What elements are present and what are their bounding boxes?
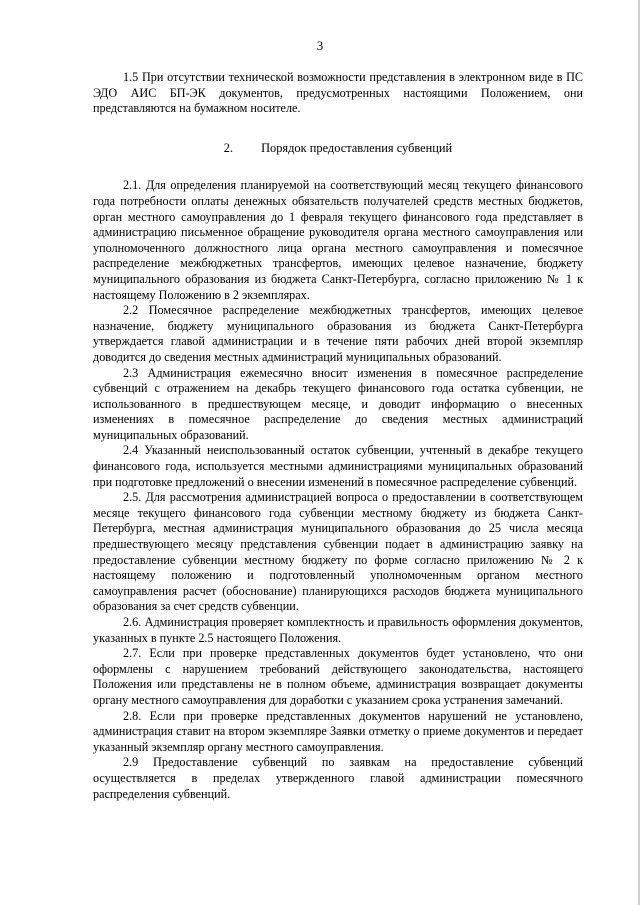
- paragraph-2-5: 2.5. Для рассмотрения администрацией вопроса о предоставлении в соответствующем месяце текущего финансового года субвенции местному бюджету из бюджета Санкт-Петербурга, местная администрация муниципального образования до 25 числа месяца предшествующего месяцу представления субвенции подает в администрацию заявку на предоставление субвенции местному бюджету по форме согласно приложению № 2 к настоящему положению и подготовленный уполномоченным органом местного самоуправления расчет (обоснование) планирующихся расходов бюджета муниципального образования за счет средств субвенции.: [93, 490, 583, 614]
- paragraph-2-1: 2.1. Для определения планируемой на соответствующий месяц текущего финансового года потребности оплаты денежных обязательств получателей средств местных бюджетов, орган местного самоуправления до 1 февраля текущего финансового года представляет в администрацию письменное обращение руководителя органа местного самоуправления или уполномоченного должностного лица органа местного самоуправления и помесячное распределение межбюджетных трансфертов, имеющих целевое назначение, бюджету муниципального образования из бюджета Санкт-Петербурга, согласно приложению № 1 к настоящему Положению в 2 экземплярах.: [93, 178, 583, 302]
- section-number: 2.: [223, 140, 234, 155]
- paragraph-2-9: 2.9 Предоставление субвенций по заявкам на предоставление субвенций осуществляется в пределах утвержденного главой администрации помесячного распределения субвенций.: [93, 755, 583, 801]
- paragraph-2-8: 2.8. Если при проверке представленных документов нарушений не установлено, администрация ставит на втором экземпляре Заявки отметку о приеме документов и передает указанный экземпляр органу местного самоуправления.: [93, 708, 583, 754]
- page-number: 3: [316, 38, 324, 53]
- paragraph-2-2: 2.2 Помесячное распределение межбюджетных трансфертов, имеющих целевое назначение, бюджету муниципального образования из бюджета Санкт-Петербурга утверждается главой администрации и в течение пяти рабочих дней второй экземпляр доводится до сведения местных администраций муниципальных образований.: [93, 303, 583, 364]
- paragraph-2-3: 2.3 Администрация ежемесячно вносит изменения в помесячное распределение субвенций с отражением на декабрь текущего финансового года остатка субвенции, не использованного в предшествующем месяце, и доводит информацию о внесенных изменениях в помесячное распределение до сведения местных администраций муниципальных образований.: [93, 365, 583, 442]
- paragraph-2-4: 2.4 Указанный неиспользованный остаток субвенции, учтенный в декабре текущего финансового года, используется местными администрациями муниципальных образований при подготовке предложений о внесении изменений в помесячное распределение субвенций.: [93, 443, 583, 489]
- section-heading: [93, 141, 583, 157]
- document-body: [93, 70, 583, 802]
- section-title: Порядок предоставления субвенций: [261, 140, 453, 155]
- paragraph-1-5: 1.5 При отсутствии технической возможности представления в электронном виде в ПС ЭДО АИС БП-ЭК документов, предусмотренных настоящими Положением, они представляются на бумажном носителе.: [93, 70, 583, 116]
- paragraph-2-7: 2.7. Если при проверке представленных документов будет установлено, что они оформлены с нарушением требований действующего законодательства, настоящего Положения или представлены не в полном объеме, администрация возвращает документы органу местного самоуправления для доработки с указанием срока устранения замечаний.: [93, 646, 583, 707]
- paragraph-2-6: 2.6. Администрация проверяет комплектность и правильность оформления документов, указанных в пункте 2.5 настоящего Положения.: [93, 615, 583, 645]
